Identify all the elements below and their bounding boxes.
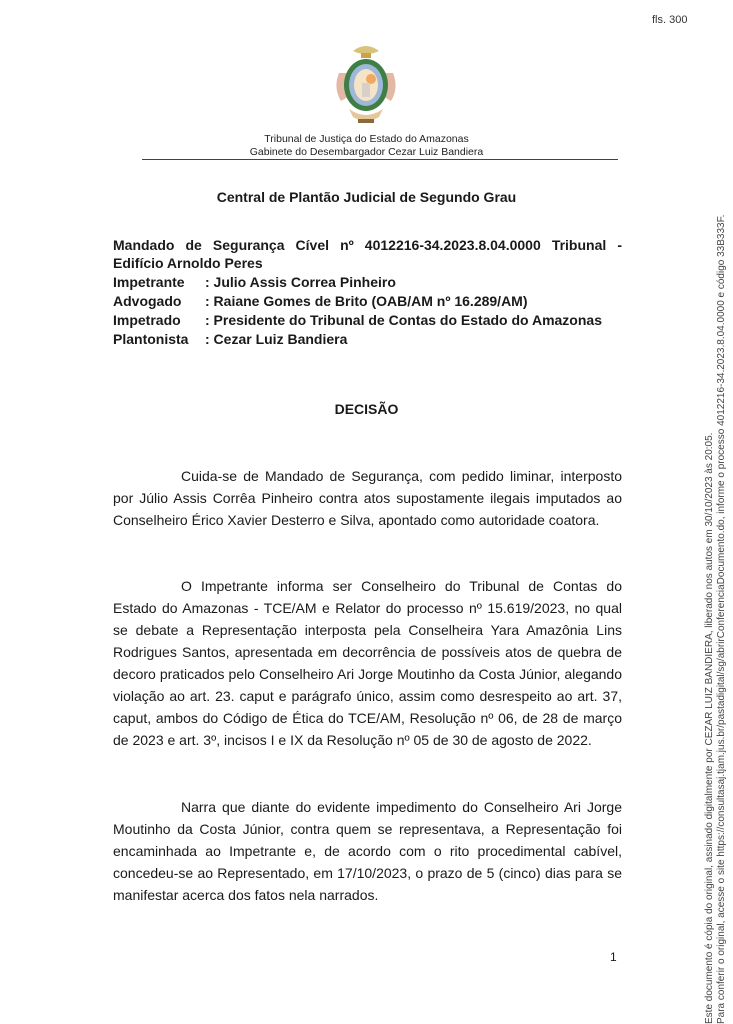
paragraph-2-container [113, 575, 622, 751]
body-paragraph: Narra que diante do evidente impedimento do Conselheiro Ari Jorge Moutinho da Costa Júnior, contra quem se representava, a Representação foi encaminhada ao Impetrante e, de acordo com o rito procedimental cabível, concedeu-se ao Representado, em 17/10/2023, o prazo de 5 (cinco) dias para se manifestar acerca dos fatos nela narrados. [113, 799, 622, 903]
body-paragraph: Cuida-se de Mandado de Segurança, com pedido liminar, interposto por Júlio Assis Corrêa Pinheiro contra atos supostamente ilegais imputados ao Conselheiro Érico Xavier Desterro e Silva, apontado como autoridade coatora. [113, 468, 622, 528]
document-title: Central de Plantão Judicial de Segundo Grau [216, 189, 517, 205]
party-impetrante [113, 273, 396, 291]
decision-heading: DECISÃO [334, 401, 399, 417]
header-divider [142, 159, 618, 160]
page-number: 1 [610, 950, 617, 964]
party-label: Advogado [113, 293, 182, 309]
party-advogado [113, 292, 528, 310]
party-impetrado [113, 311, 602, 329]
paragraph-1-container [113, 465, 622, 531]
party-plantonista [113, 330, 347, 348]
party-label: Impetrante [113, 274, 185, 290]
party-value: : Raiane Gomes de Brito (OAB/AM nº 16.289/AM) [205, 293, 528, 309]
party-value: : Julio Assis Correa Pinheiro [205, 274, 396, 290]
paragraph-3-container [113, 796, 622, 906]
body-paragraph: O Impetrante informa ser Conselheiro do Tribunal de Contas do Estado do Amazonas - TCE/AM e Relator do processo nº 15.619/2023, no qual se debate a Representação interposta pela Conselheira Yara Amazônia Lins Rodrigues Santos, apresentada em decorrência de possíveis atos de quebra de decoro praticados pelo Conselheiro Ari Jorge Moutinho da Costa Júnior, alegando violação ao art. 23. caput e parágrafo único, assim como desrespeito ao art. 37, caput, ambos do Código de Ética do TCE/AM, Resolução nº 06, de 28 de março de 2023 e art. 3º, incisos I e IX da Resolução nº 05 de 30 de agosto de 2022. [113, 578, 622, 748]
party-value: : Presidente do Tribunal de Contas do Estado do Amazonas [205, 312, 602, 328]
court-name: Tribunal de Justiça do Estado do Amazonas [264, 133, 469, 145]
party-label: Impetrado [113, 312, 181, 328]
court-seal-logo [331, 43, 401, 125]
digital-signature-stamp [704, 0, 728, 1024]
stamp-line-1: Este documento é cópia do original, assinado digitalmente por CEZAR LUIZ BANDIERA, liberado nos autos em 30/10/2023 às 20:05. [704, 432, 715, 1024]
case-location: Edifício Arnoldo Peres [113, 255, 263, 271]
chamber-name: Gabinete do Desembargador Cezar Luiz Bandiera [249, 146, 484, 158]
party-value: : Cezar Luiz Bandiera [205, 331, 348, 347]
case-title: Mandado de Segurança Cível nº 4012216-34.2023.8.04.0000 Tribunal - [113, 237, 622, 253]
stamp-line-2: Para conferir o original, acesse o site https://consultasaj.tjam.jus.br/pastadigital/sg/abrirConferenciaDocumento.do, informe o processo 4012216-34.2023.8.04.0000 e código 33B333F. [716, 214, 727, 1024]
folio-number: fls. 300 [652, 14, 688, 26]
party-label: Plantonista [113, 331, 189, 347]
